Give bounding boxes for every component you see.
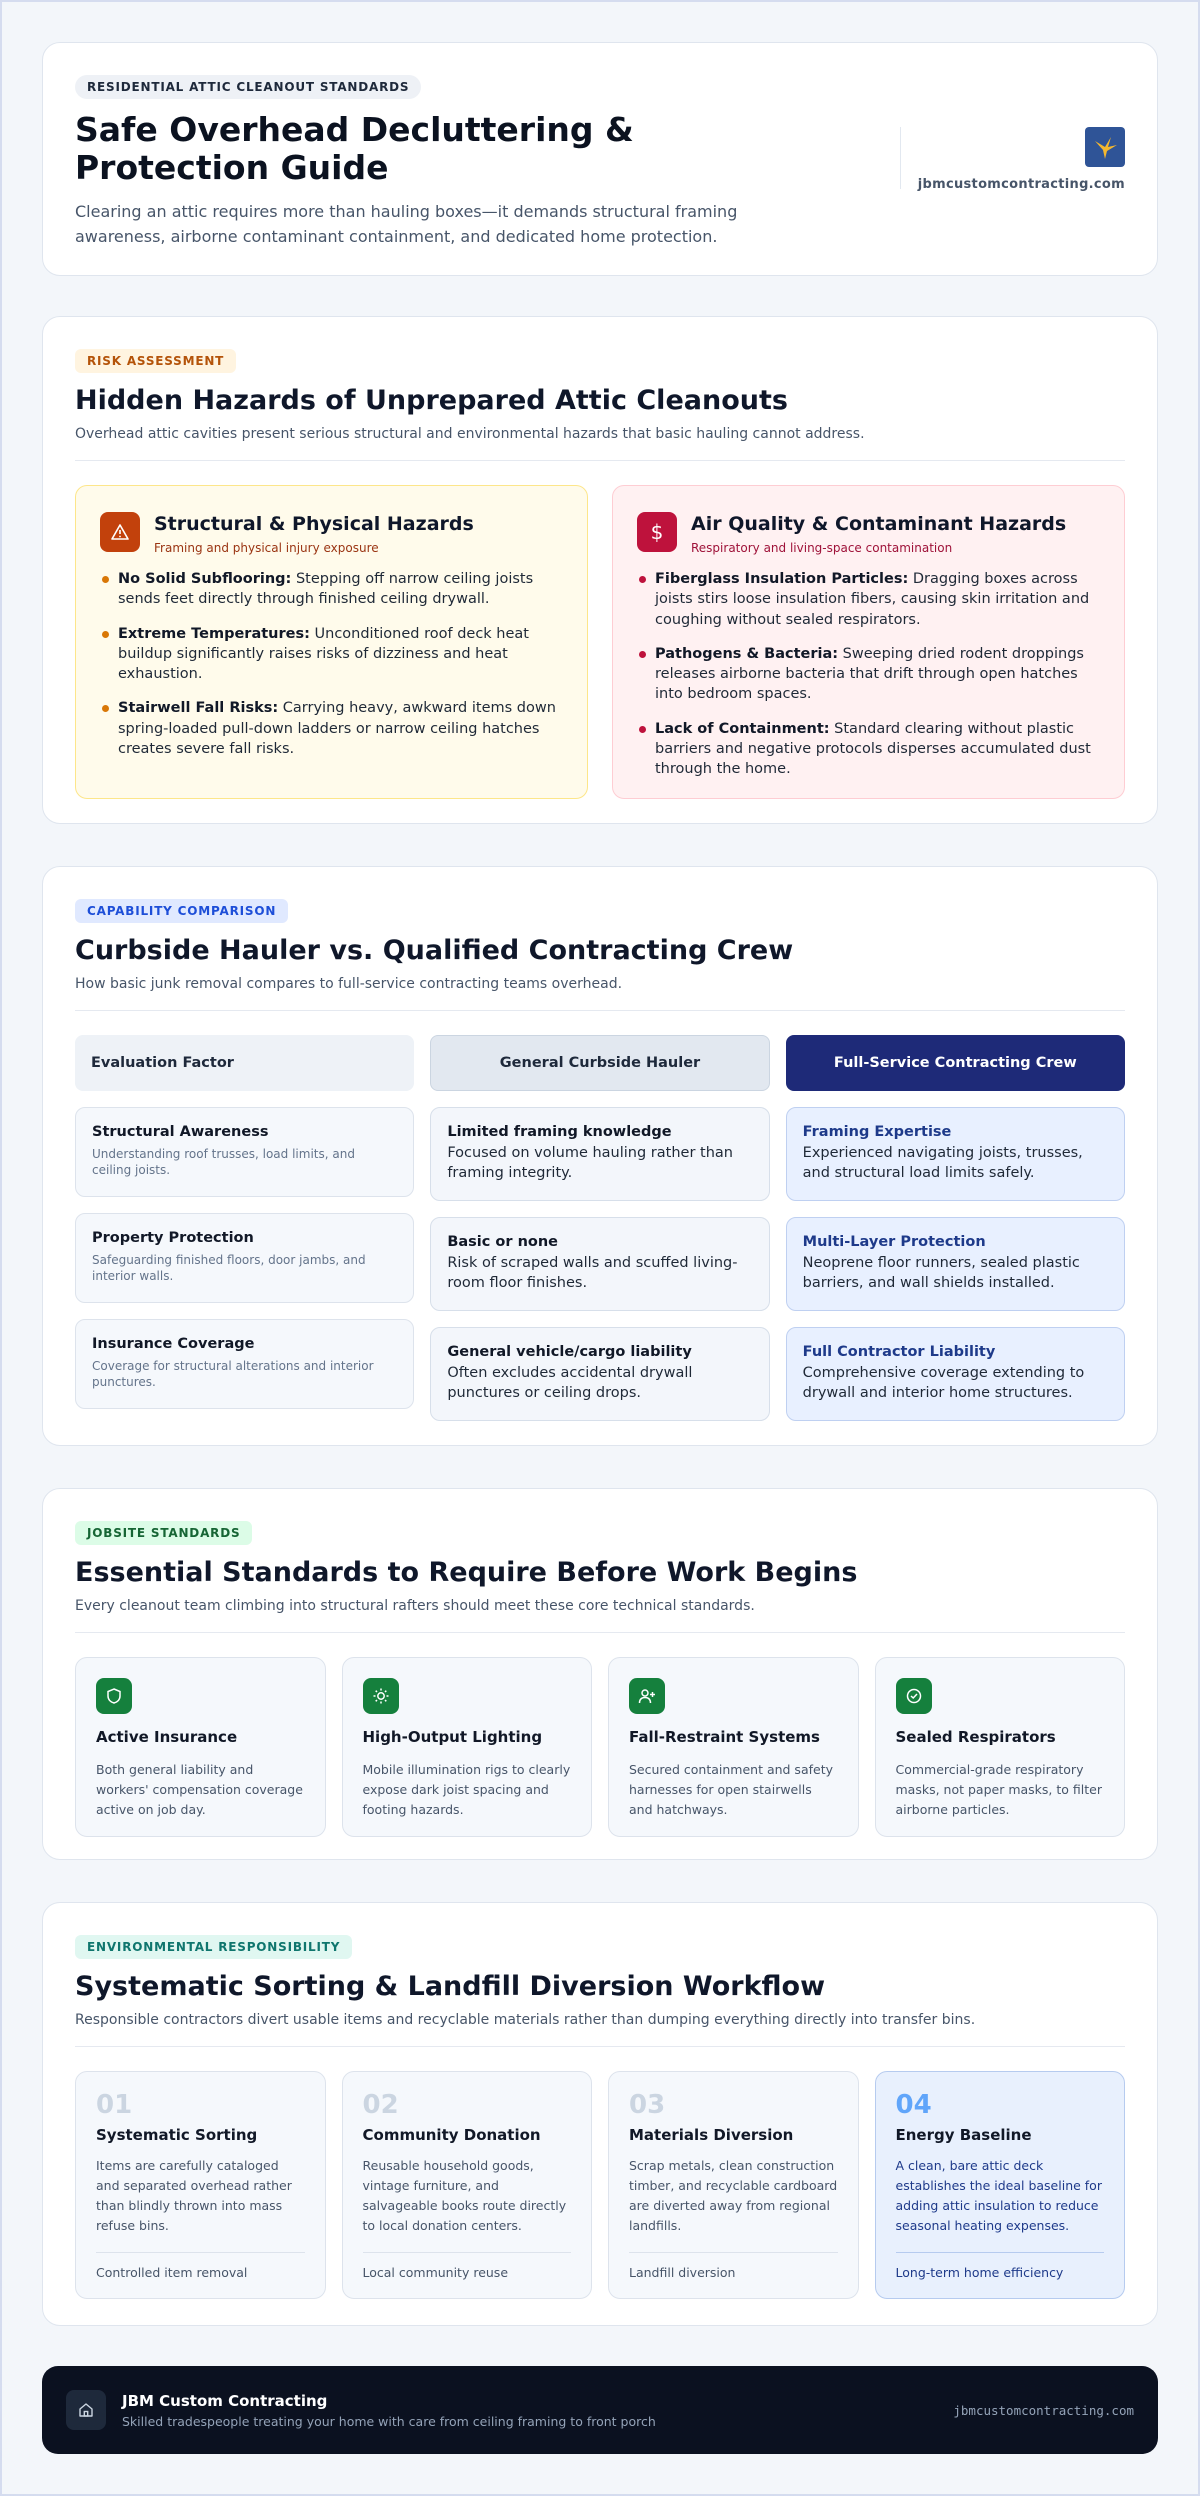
crew-column [786,1035,1125,1421]
table-cell: Limited framing knowledge Focused on volume hauling rather than framing integrity. [430,1107,769,1201]
user-plus-icon [629,1678,665,1714]
table-cell: Property Protection Safeguarding finished floors, door jambs, and interior walls. [75,1213,414,1303]
column-header: Full-Service Contracting Crew [786,1035,1125,1091]
standards-title: Essential Standards to Require Before Work Begins [75,1557,858,1588]
list-item: Stairwell Fall Risks: Carrying heavy, awkward items down spring-loaded pull-down ladders or narrow ceiling hatches creates severe fall risks. [100,698,563,759]
factor-column [75,1035,414,1421]
check-circle-icon [896,1678,932,1714]
workflow-step: 04 Energy Baseline A clean, bare attic deck establishes the ideal baseline for adding attic insulation to reduce seasonal heating expenses. Long-term home efficiency [875,2071,1126,2299]
column-header: Evaluation Factor [75,1035,414,1091]
standard-card: Active Insurance Both general liability and workers' compensation coverage active on job day. [75,1657,326,1837]
risk-subtitle: Overhead attic cavities present serious structural and environmental hazards that basic hauling cannot address. [75,426,865,442]
hauler-column [430,1035,769,1421]
divider [75,1632,1125,1633]
list-item: Extreme Temperatures: Unconditioned roof deck heat buildup significantly raises risks of dizziness and heat exhaustion. [100,624,563,685]
hazard-title: Air Quality & Contaminant Hazards [691,513,1067,535]
compare-title: Curbside Hauler vs. Qualified Contracting Crew [75,935,794,966]
compare-subtitle: How basic junk removal compares to full-service contracting teams overhead. [75,976,623,992]
risk-pill: RISK ASSESSMENT [75,349,236,373]
workflow-step: 02 Community Donation Reusable household goods, vintage furniture, and salvageable books route directly to local donation centers. Local community reuse [342,2071,593,2299]
divider [75,1010,1125,1011]
standards-section [42,1488,1158,1860]
workflow-pill: ENVIRONMENTAL RESPONSIBILITY [75,1935,352,1959]
hazard-subtitle: Respiratory and living-space contamination [691,541,953,555]
bird-logo-icon [1085,127,1125,167]
home-icon [66,2390,106,2430]
hazard-card-structural [75,485,588,799]
list-item: Lack of Containment: Standard clearing without plastic barriers and negative protocols disperses accumulated dust through the home. [637,719,1100,780]
workflow-title: Systematic Sorting & Landfill Diversion Workflow [75,1971,826,2002]
warning-icon [100,512,140,552]
hazard-title: Structural & Physical Hazards [154,513,474,535]
divider [75,460,1125,461]
workflow-step: 03 Materials Diversion Scrap metals, clean construction timber, and recyclable cardboard are diverted away from regional landfills. Landfill diversion [608,2071,859,2299]
hero-pill: RESIDENTIAL ATTIC CLEANOUT STANDARDS [75,75,421,99]
hero-lead: Clearing an attic requires more than hauling boxes—it demands structural framing awareness, airborne contaminant containment, and dedicated home protection. [75,201,738,247]
brand-block [918,127,1125,192]
brand-divider [900,127,901,189]
page-title: Safe Overhead Decluttering & Protection Guide [75,110,634,187]
standard-card: Fall-Restraint Systems Secured containment and safety harnesses for open stairwells and hatchways. [608,1657,859,1837]
standards-subtitle: Every cleanout team climbing into structural rafters should meet these core technical standards. [75,1598,755,1614]
table-cell: Full Contractor Liability Comprehensive coverage extending to drywall and interior home structures. [786,1327,1125,1421]
comparison-section [42,866,1158,1446]
column-header: General Curbside Hauler [430,1035,769,1091]
standard-card: Sealed Respirators Commercial-grade respiratory masks, not paper masks, to filter airborne particles. [875,1657,1126,1837]
table-cell: Structural Awareness Understanding roof trusses, load limits, and ceiling joists. [75,1107,414,1197]
brand-url[interactable]: jbmcustomcontracting.com [917,177,1125,192]
list-item: Fiberglass Insulation Particles: Dragging boxes across joists stirs loose insulation fibers, causing skin irritation and coughing without sealed respirators. [637,569,1100,630]
list-item: Pathogens & Bacteria: Sweeping dried rodent droppings releases airborne bacteria that drift through open hatches into bedroom spaces. [637,644,1100,705]
compare-pill: CAPABILITY COMPARISON [75,899,288,923]
sun-icon [363,1678,399,1714]
risk-title: Hidden Hazards of Unprepared Attic Cleanouts [75,385,788,416]
footer-tagline: Skilled tradespeople treating your home with care from ceiling framing to front porch [122,2413,656,2429]
footer-company-name: JBM Custom Contracting [122,2391,328,2410]
table-cell: Insurance Coverage Coverage for structural alterations and interior punctures. [75,1319,414,1409]
standard-card: High-Output Lighting Mobile illumination rigs to clearly expose dark joist spacing and footing hazards. [342,1657,593,1837]
shield-icon [96,1678,132,1714]
hazard-subtitle: Framing and physical injury exposure [154,541,379,555]
divider [75,2046,1125,2047]
workflow-subtitle: Responsible contractors divert usable items and recyclable materials rather than dumping everything directly into transfer bins. [75,2012,976,2028]
table-cell: Basic or none Risk of scraped walls and scuffed living-room floor finishes. [430,1217,769,1311]
list-item: No Solid Subflooring: Stepping off narrow ceiling joists sends feet directly through finished ceiling drywall. [100,569,563,610]
table-cell: Framing Expertise Experienced navigating joists, trusses, and structural load limits safely. [786,1107,1125,1201]
table-cell: Multi-Layer Protection Neoprene floor runners, sealed plastic barriers, and wall shields installed. [786,1217,1125,1311]
hazard-card-air-quality [612,485,1125,799]
dollar-icon: $ [637,512,677,552]
workflow-section [42,1902,1158,2326]
footer-url[interactable]: jbmcustomcontracting.com [953,2402,1134,2418]
workflow-step: 01 Systematic Sorting Items are carefully cataloged and separated overhead rather than blindly thrown into mass refuse bins. Controlled item removal [75,2071,326,2299]
standards-pill: JOBSITE STANDARDS [75,1521,252,1545]
hero-card [42,42,1158,276]
footer [42,2366,1158,2454]
table-cell: General vehicle/cargo liability Often excludes accidental drywall punctures or ceiling drops. [430,1327,769,1421]
risk-section [42,316,1158,824]
